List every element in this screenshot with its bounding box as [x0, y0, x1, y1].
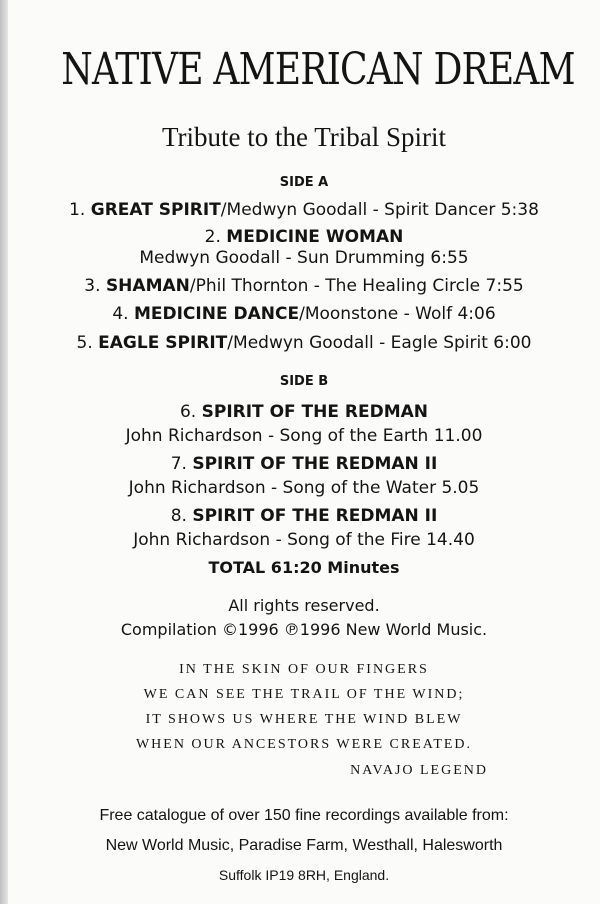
poem-line-1: IN THE SKIN OF OUR FINGERS [179, 662, 429, 677]
track-number: 5. [76, 333, 93, 353]
poem-attribution: NAVAJO LEGEND [350, 763, 488, 778]
track-name: SPIRIT OF THE REDMAN II [192, 506, 438, 526]
track-5 [8, 331, 600, 355]
track-name: SPIRIT OF THE REDMAN [201, 402, 429, 422]
track-8-details: John Richardson - Song of the Fire 14.40 [133, 530, 475, 550]
track-name: MEDICINE WOMAN [226, 227, 404, 247]
track-6-details: John Richardson - Song of the Earth 11.00 [125, 426, 483, 446]
track-8-title [8, 504, 600, 528]
catalogue-address: New World Music, Paradise Farm, Westhall, Halesworth [105, 837, 503, 854]
track-4 [8, 302, 600, 326]
track-name: EAGLE SPIRIT [98, 333, 228, 353]
catalogue-postcode: Suffolk IP19 8RH, England. [218, 867, 390, 883]
track-details: /Medwyn Goodall - Eagle Spirit 6:00 [227, 333, 532, 353]
track-6-title [8, 400, 600, 424]
track-number: 7. [170, 454, 187, 474]
card-edge [0, 0, 8, 904]
track-number: 8. [170, 506, 187, 526]
track-number: 2. [204, 227, 221, 247]
track-number: 6. [179, 402, 197, 422]
catalogue-line-1: Free catalogue of over 150 fine recordings available from: [99, 807, 509, 824]
track-name: MEDICINE DANCE [133, 304, 300, 324]
track-3 [8, 274, 600, 298]
poem-line-4: WHEN OUR ANCESTORS WERE CREATED. [135, 737, 473, 752]
album-subtitle: Tribute to the Tribal Spirit [161, 122, 447, 152]
track-name: SPIRIT OF THE REDMAN II [192, 454, 438, 474]
track-7-title [8, 452, 600, 476]
track-2-details: Medwyn Goodall - Sun Drumming 6:55 [139, 248, 469, 268]
side-b-heading: SIDE B [279, 374, 329, 389]
track-name: GREAT SPIRIT [90, 200, 221, 220]
album-title: NATIVE AMERICAN DREAM [61, 44, 575, 95]
poem-line-2: WE CAN SEE THE TRAIL OF THE WIND; [143, 687, 465, 702]
track-number: 3. [84, 276, 101, 296]
track-details: /Medwyn Goodall - Spirit Dancer 5:38 [220, 200, 539, 220]
side-a-heading: SIDE A [279, 175, 329, 190]
rights-reserved: All rights reserved. [228, 596, 380, 615]
track-name: SHAMAN [105, 276, 190, 296]
track-details: /Moonstone - Wolf 4:06 [299, 304, 496, 324]
poem-line-3: IT SHOWS US WHERE THE WIND BLEW [145, 712, 463, 727]
track-7-details: John Richardson - Song of the Water 5.05 [128, 478, 480, 498]
cassette-inlay-card [8, 0, 600, 904]
copyright-line: Compilation ©1996 ℗1996 New World Music. [120, 620, 488, 639]
track-number: 4. [112, 304, 129, 324]
track-details: /Phil Thornton - The Healing Circle 7:55 [189, 276, 524, 296]
total-running-time: TOTAL 61:20 Minutes [208, 558, 400, 577]
track-number: 1. [69, 200, 86, 220]
track-1 [8, 198, 600, 222]
